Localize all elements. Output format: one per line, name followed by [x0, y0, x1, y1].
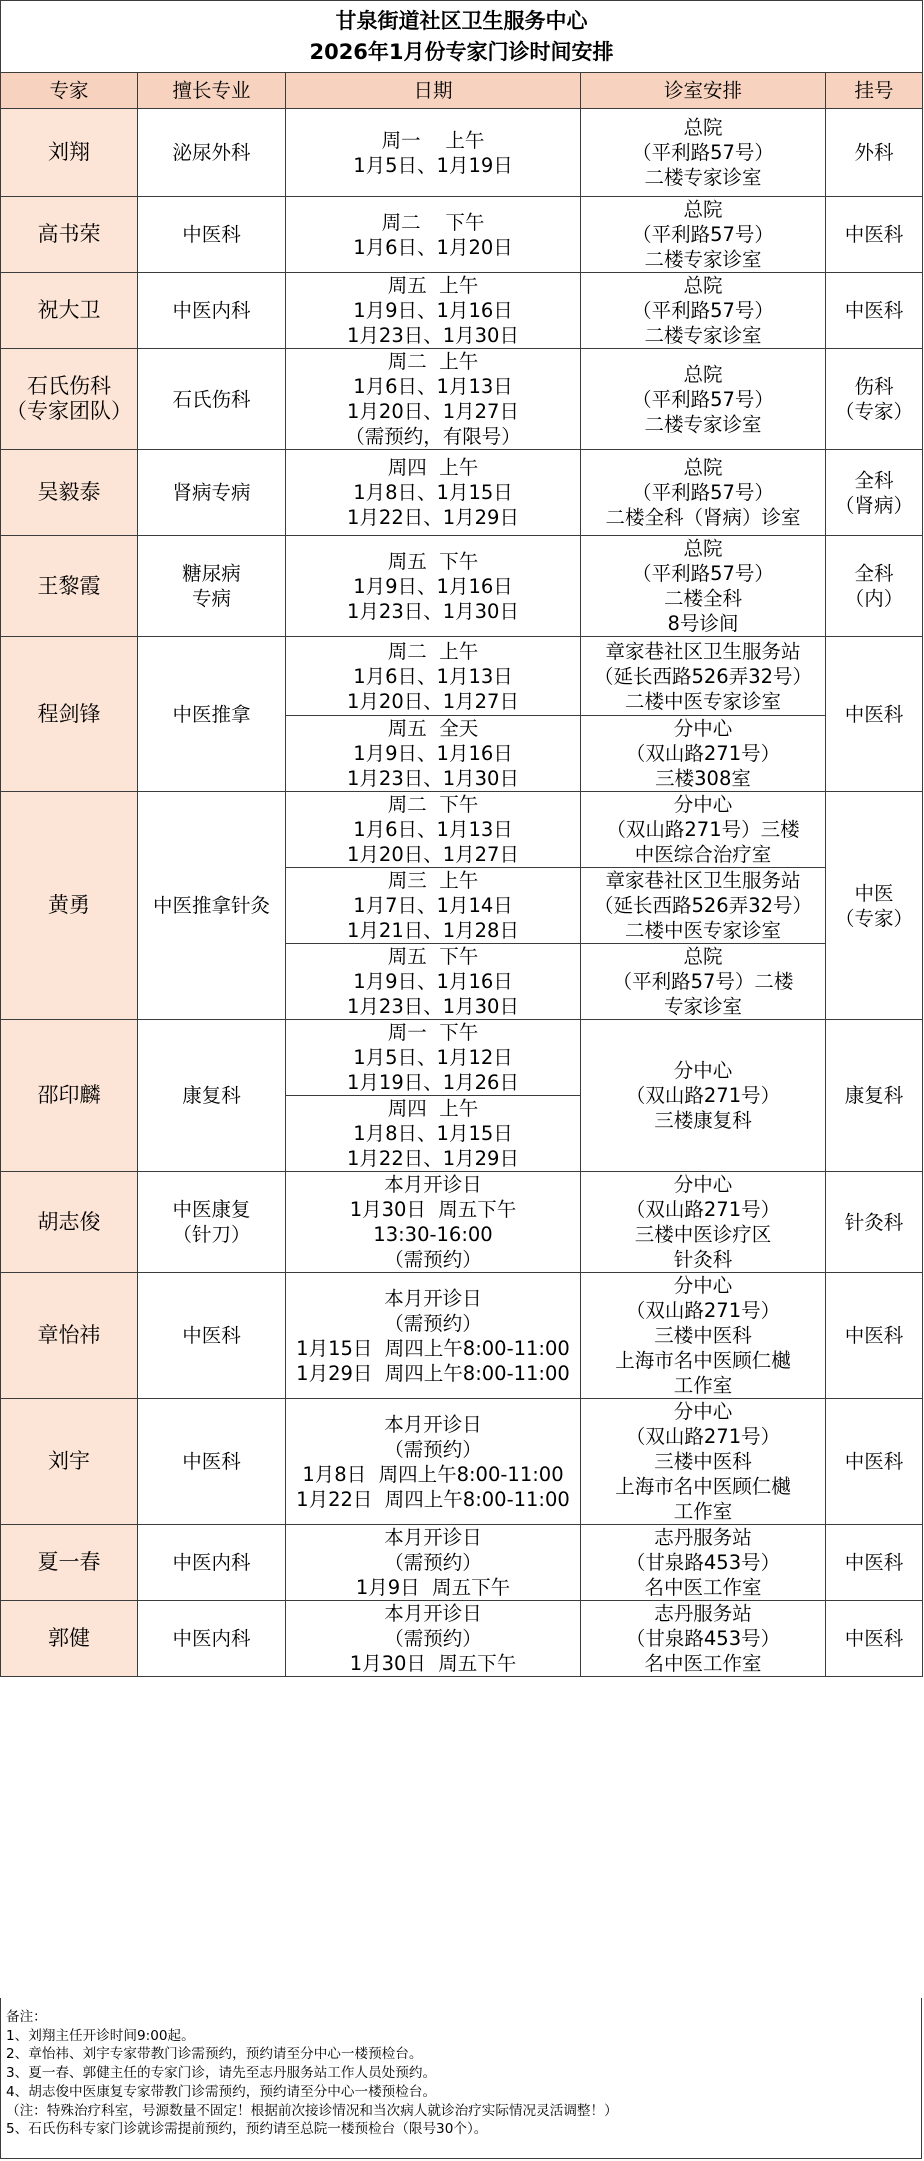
- clinic-date-line: 1月6日、1月20日: [353, 235, 513, 259]
- expert-name-line: 王黎霞: [37, 573, 101, 598]
- specialty-line: 中医内科: [172, 299, 251, 322]
- clinic-room: [581, 1273, 826, 1399]
- clinic-date-line: 周五 上午: [387, 274, 479, 297]
- clinic-room: [581, 450, 826, 536]
- expert-name: [1, 1399, 138, 1525]
- clinic-room: [581, 349, 826, 450]
- expert-name-line: 邵印麟: [37, 1083, 101, 1107]
- clinic-date: [286, 868, 581, 944]
- page-title: [1, 1, 923, 73]
- specialty: [138, 1601, 286, 1677]
- specialty-line: 石氏伤科: [172, 387, 251, 411]
- clinic-room: [581, 716, 826, 792]
- clinic-date: [286, 1273, 581, 1399]
- clinic-room-line: （平利路57号）: [632, 141, 774, 164]
- specialty-line: 糖尿病: [182, 562, 241, 585]
- clinic-room-line: （双山路271号）: [625, 1299, 781, 1322]
- registration-dept-line: 外科: [854, 141, 894, 164]
- clinic-date-line: 1月9日、1月16日: [353, 742, 513, 765]
- registration-dept-line: 全科: [854, 562, 894, 585]
- registration-dept: [826, 349, 923, 450]
- specialty-line: 专病: [191, 587, 231, 610]
- title-line: 甘泉街道社区卫生服务中心: [335, 8, 588, 33]
- clinic-date-line: 周三 上午: [387, 869, 479, 892]
- registration-dept: [826, 1172, 923, 1273]
- clinic-room-line: 二楼中医专家诊室: [624, 919, 781, 942]
- clinic-date-line: 1月21日、1月28日: [347, 919, 519, 942]
- clinic-date-line: 1月22日 周四上午8:00-11:00: [296, 1487, 570, 1511]
- clinic-room-line: 二楼专家诊室: [644, 324, 762, 347]
- clinic-room-line: 总院: [683, 198, 723, 221]
- clinic-room: [581, 1172, 826, 1273]
- table-row: [1, 197, 923, 273]
- table-row: [1, 1020, 923, 1096]
- clinic-room-line: 三楼308室: [655, 767, 751, 790]
- clinic-room-line: 二楼全科: [663, 587, 742, 610]
- clinic-room-line: （平利路57号）二楼: [612, 970, 794, 993]
- clinic-room: [581, 944, 826, 1020]
- table-row: [1, 1273, 923, 1399]
- title-line: 2026年1月份专家门诊时间安排: [309, 39, 614, 64]
- clinic-date-line: 1月20日、1月27日: [347, 843, 519, 866]
- clinic-room-line: 总院: [683, 537, 723, 560]
- clinic-date: [286, 450, 581, 536]
- notes-heading: 备注：: [6, 2009, 47, 2025]
- clinic-date: [286, 1172, 581, 1273]
- clinic-date-line: 1月19日、1月26日: [347, 1071, 519, 1094]
- clinic-room-line: 二楼专家诊室: [644, 166, 762, 189]
- specialty-line: 中医内科: [172, 1627, 251, 1650]
- clinic-date-line: 周二 下午: [387, 793, 479, 816]
- clinic-room-line: （平利路57号）: [632, 562, 774, 585]
- clinic-room-line: （延长西路526弄32号）: [593, 664, 813, 688]
- clinic-room-line: 分中心: [673, 793, 733, 816]
- clinic-room: [581, 868, 826, 944]
- specialty: [138, 536, 286, 637]
- registration-dept-line: （内）: [844, 587, 904, 610]
- clinic-room: [581, 536, 826, 637]
- clinic-date-line: 1月8日、1月15日: [353, 481, 513, 504]
- clinic-date-line: 1月5日、1月19日: [353, 153, 513, 177]
- registration-dept-line: 中医科: [844, 1324, 904, 1347]
- clinic-room-line: 总院: [683, 456, 723, 479]
- note-item: （注：特殊治疗科室，号源数量不固定！根据前次接诊情况和当次病人就诊治疗实际情况灵活调整！）: [6, 2102, 618, 2119]
- expert-name-line: 石氏伤科: [27, 374, 111, 398]
- registration-dept-line: 中医科: [844, 1627, 904, 1650]
- clinic-room-line: （延长西路526弄32号）: [593, 894, 813, 917]
- registration-dept: [826, 450, 923, 536]
- expert-name-line: （专家团队）: [6, 399, 132, 423]
- clinic-date-line: 周二 上午: [387, 639, 479, 663]
- clinic-room-line: 志丹服务站: [654, 1526, 752, 1549]
- registration-dept: [826, 1273, 923, 1399]
- clinic-date-line: 1月8日 周四上午8:00-11:00: [302, 1462, 564, 1486]
- clinic-date-line: 1月9日、1月16日: [353, 970, 513, 993]
- clinic-date-line: 1月23日、1月30日: [347, 599, 519, 623]
- clinic-room-line: （平利路57号）: [632, 223, 774, 246]
- clinic-room-line: 上海市名中医顾仁樾: [615, 1475, 791, 1498]
- table-row: [1, 109, 923, 197]
- registration-dept-line: （肾病）: [834, 493, 913, 517]
- registration-dept-line: 中医科: [844, 702, 904, 726]
- clinic-date-line: （需预约，有限号）: [345, 425, 521, 448]
- clinic-date: [286, 637, 581, 716]
- expert-name-line: 吴毅泰: [37, 480, 101, 504]
- header-row: [1, 73, 923, 109]
- specialty-line: 中医推拿针灸: [152, 894, 270, 917]
- expert-name-line: 高书荣: [37, 222, 101, 246]
- clinic-date-line: 1月15日 周四上午8:00-11:00: [296, 1336, 570, 1360]
- expert-name: [1, 197, 138, 273]
- clinic-date: [286, 1020, 581, 1096]
- specialty: [138, 109, 286, 197]
- clinic-date-line: 1月23日、1月30日: [347, 995, 519, 1018]
- table-row: [1, 349, 923, 450]
- specialty-line: 中医科: [182, 1450, 241, 1473]
- registration-dept-line: 全科: [854, 468, 894, 492]
- specialty: [138, 792, 286, 1020]
- clinic-date-line: 本月开诊日: [384, 1602, 482, 1625]
- clinic-room-line: 专家诊室: [663, 995, 742, 1018]
- clinic-date: [286, 536, 581, 637]
- col-header-date: 日期: [286, 73, 581, 109]
- specialty: [138, 273, 286, 349]
- registration-dept: [826, 792, 923, 1020]
- table-row: [1, 273, 923, 349]
- specialty: [138, 637, 286, 792]
- table-row: [1, 536, 923, 637]
- clinic-room: [581, 792, 826, 868]
- clinic-room-line: （平利路57号）: [632, 299, 774, 322]
- clinic-date-line: 1月9日、1月16日: [353, 299, 513, 322]
- note-item: 1、刘翔主任开诊时间9:00起。: [6, 2027, 195, 2044]
- clinic-date-line: 周二 下午: [381, 210, 485, 234]
- expert-name-line: 祝大卫: [37, 298, 101, 322]
- clinic-date-line: 1月6日、1月13日: [353, 375, 513, 398]
- clinic-date-line: （需预约）: [384, 1551, 482, 1574]
- registration-dept: [826, 1399, 923, 1525]
- expert-name: [1, 637, 138, 792]
- col-header-specialty: 擅长专业: [138, 73, 286, 109]
- col-header-registration: 挂号: [826, 73, 923, 109]
- clinic-room-line: 三楼中医诊疗区: [634, 1223, 772, 1246]
- registration-dept-line: 中医科: [844, 223, 904, 246]
- clinic-date-line: 1月22日、1月29日: [347, 506, 519, 529]
- clinic-room: [581, 1020, 826, 1172]
- clinic-date: [286, 349, 581, 450]
- expert-name: [1, 1020, 138, 1172]
- registration-dept: [826, 1020, 923, 1172]
- notes-block: [0, 1998, 922, 2159]
- clinic-date: [286, 1399, 581, 1525]
- expert-name: [1, 1525, 138, 1601]
- registration-dept: [826, 1525, 923, 1601]
- note-item: 3、夏一春、郭健主任的专家门诊，请先至志丹服务站工作人员处预约。: [6, 2065, 437, 2082]
- clinic-date-line: （需预约）: [384, 1311, 482, 1335]
- registration-dept: [826, 536, 923, 637]
- clinic-date-line: 周四 上午: [387, 456, 479, 479]
- clinic-room-line: 二楼全科（肾病）诊室: [605, 506, 801, 529]
- table-row: [1, 1601, 923, 1677]
- clinic-room-line: 总院: [683, 945, 723, 968]
- expert-name-line: 黄勇: [48, 893, 90, 917]
- clinic-room-line: 8号诊间: [667, 612, 739, 635]
- clinic-date-line: 1月22日、1月29日: [347, 1147, 519, 1170]
- expert-name-line: 胡志俊: [37, 1209, 101, 1234]
- clinic-date: [286, 944, 581, 1020]
- specialty: [138, 1273, 286, 1399]
- clinic-room-line: 分中心: [673, 1173, 733, 1196]
- clinic-date: [286, 273, 581, 349]
- table-row: [1, 637, 923, 716]
- col-header-expert: 专家: [1, 73, 138, 109]
- col-header-room: 诊室安排: [581, 73, 826, 109]
- clinic-date: [286, 716, 581, 792]
- clinic-room-line: 章家巷社区卫生服务站: [605, 639, 801, 663]
- clinic-room-line: 二楼中医专家诊室: [624, 689, 781, 713]
- clinic-room-line: 总院: [683, 116, 723, 139]
- expert-name-line: 郭健: [48, 1626, 90, 1650]
- clinic-room-line: 三楼中医科: [654, 1324, 752, 1347]
- clinic-room-line: （双山路271号）: [625, 1425, 781, 1448]
- registration-dept-line: （专家）: [834, 400, 913, 423]
- specialty-line: 中医科: [182, 1324, 241, 1347]
- registration-dept: [826, 637, 923, 792]
- note-item: 5、石氏伤科专家门诊就诊需提前预约，预约请至总院一楼预检台（限号30个）。: [6, 2121, 488, 2138]
- clinic-room-line: 分中心: [673, 1400, 733, 1423]
- clinic-room-line: （平利路57号）: [632, 481, 774, 504]
- clinic-room-line: 章家巷社区卫生服务站: [605, 869, 801, 892]
- expert-name: [1, 792, 138, 1020]
- clinic-date: [286, 1601, 581, 1677]
- specialty: [138, 349, 286, 450]
- clinic-date-line: 1月23日、1月30日: [347, 324, 519, 347]
- clinic-room-line: 总院: [683, 362, 723, 386]
- clinic-room-line: 二楼专家诊室: [644, 248, 762, 271]
- clinic-date-line: 1月23日、1月30日: [347, 767, 519, 790]
- expert-name: [1, 273, 138, 349]
- expert-name-line: 夏一春: [37, 1550, 101, 1574]
- specialty-line: 中医科: [182, 223, 241, 246]
- clinic-date-line: 1月20日、1月27日: [347, 689, 519, 713]
- clinic-date-line: （需预约）: [384, 1627, 482, 1650]
- table-row: [1, 1525, 923, 1601]
- clinic-date: [286, 109, 581, 197]
- clinic-date-line: 周四 上午: [387, 1097, 479, 1120]
- note-item: 2、章怡祎、刘宇专家带教门诊需预约，预约请至分中心一楼预检台。: [6, 2046, 423, 2063]
- clinic-date-line: 1月9日、1月16日: [353, 574, 513, 598]
- clinic-room-line: 分中心: [673, 1274, 733, 1297]
- clinic-room: [581, 109, 826, 197]
- specialty-line: （针刀）: [172, 1223, 251, 1246]
- clinic-date-line: 1月29日 周四上午8:00-11:00: [296, 1361, 570, 1385]
- clinic-date-line: 本月开诊日: [384, 1173, 482, 1196]
- expert-name: [1, 1273, 138, 1399]
- clinic-room-line: （双山路271号）: [625, 742, 781, 765]
- expert-name: [1, 349, 138, 450]
- registration-dept: [826, 109, 923, 197]
- clinic-room-line: 三楼中医科: [654, 1450, 752, 1473]
- clinic-room-line: 名中医工作室: [644, 1652, 762, 1675]
- registration-dept: [826, 1601, 923, 1677]
- table-row: [1, 792, 923, 868]
- registration-dept-line: （专家）: [834, 906, 913, 930]
- registration-dept: [826, 273, 923, 349]
- clinic-date: [286, 197, 581, 273]
- clinic-date-line: 1月6日、1月13日: [353, 664, 513, 688]
- clinic-room-line: 工作室: [673, 1374, 733, 1397]
- clinic-room: [581, 273, 826, 349]
- clinic-room: [581, 1601, 826, 1677]
- table-row: [1, 450, 923, 536]
- clinic-date-line: 周五 全天: [387, 717, 479, 740]
- registration-dept-line: 伤科: [854, 375, 894, 398]
- clinic-room-line: 二楼专家诊室: [644, 412, 762, 436]
- specialty-line: 康复科: [182, 1084, 241, 1107]
- clinic-date-line: 周一 下午: [387, 1021, 479, 1044]
- clinic-date: [286, 792, 581, 868]
- clinic-date-line: （需预约）: [384, 1437, 482, 1461]
- clinic-room-line: 志丹服务站: [654, 1602, 752, 1625]
- clinic-room: [581, 637, 826, 716]
- clinic-date-line: 1月20日、1月27日: [347, 400, 519, 423]
- clinic-room-line: 分中心: [673, 717, 733, 740]
- clinic-date-line: 周五 下午: [387, 549, 479, 573]
- table-row: [1, 1172, 923, 1273]
- expert-name: [1, 536, 138, 637]
- registration-dept-line: 康复科: [844, 1084, 904, 1107]
- clinic-room-line: （甘泉路453号）: [625, 1627, 781, 1650]
- clinic-room: [581, 197, 826, 273]
- expert-name-line: 程剑锋: [37, 701, 101, 726]
- expert-name-line: 刘翔: [48, 140, 90, 164]
- clinic-date: [286, 1525, 581, 1601]
- clinic-room-line: （平利路57号）: [632, 387, 774, 411]
- clinic-date-line: 1月7日、1月14日: [353, 894, 513, 917]
- clinic-date-line: 周五 下午: [387, 945, 479, 968]
- clinic-room-line: （双山路271号）: [625, 1084, 781, 1107]
- clinic-date-line: 1月9日 周五下午: [355, 1576, 511, 1599]
- clinic-room-line: 名中医工作室: [644, 1576, 762, 1599]
- clinic-room-line: 中医综合治疗室: [634, 843, 772, 866]
- specialty-line: 中医推拿: [172, 702, 251, 726]
- clinic-room-line: 上海市名中医顾仁樾: [615, 1349, 791, 1372]
- clinic-date-line: 13:30-16:00: [373, 1223, 493, 1246]
- expert-name: [1, 450, 138, 536]
- clinic-room-line: 工作室: [673, 1500, 733, 1523]
- clinic-room-line: 三楼康复科: [654, 1109, 752, 1132]
- clinic-date-line: 本月开诊日: [384, 1526, 482, 1549]
- expert-name: [1, 1601, 138, 1677]
- clinic-room-line: 针灸科: [673, 1248, 733, 1271]
- expert-name: [1, 1172, 138, 1273]
- note-item: 4、胡志俊中医康复专家带教门诊需预约，预约请至分中心一楼预检台。: [6, 2083, 437, 2100]
- registration-dept-line: 中医科: [844, 1551, 904, 1574]
- expert-name-line: 刘宇: [48, 1449, 90, 1473]
- clinic-room-line: 分中心: [673, 1059, 733, 1082]
- specialty-line: 肾病专病: [172, 481, 251, 504]
- clinic-date-line: 本月开诊日: [384, 1286, 482, 1310]
- expert-name: [1, 109, 138, 197]
- registration-dept-line: 中医科: [844, 1450, 904, 1473]
- clinic-date-line: 周二 上午: [387, 350, 479, 373]
- registration-dept: [826, 197, 923, 273]
- clinic-room-line: （双山路271号）: [625, 1198, 781, 1221]
- clinic-date-line: 1月5日、1月12日: [353, 1046, 513, 1069]
- clinic-date-line: 本月开诊日: [384, 1412, 482, 1436]
- clinic-date: [286, 1096, 581, 1172]
- specialty: [138, 450, 286, 536]
- clinic-room-line: （双山路271号）三楼: [606, 818, 800, 841]
- clinic-date-line: 1月30日 周五下午: [349, 1652, 517, 1675]
- clinic-room-line: （甘泉路453号）: [625, 1551, 781, 1574]
- clinic-date-line: （需预约）: [384, 1248, 482, 1271]
- registration-dept-line: 针灸科: [844, 1210, 904, 1234]
- clinic-date-line: 1月6日、1月13日: [353, 818, 513, 841]
- specialty: [138, 1020, 286, 1172]
- expert-name-line: 章怡祎: [37, 1323, 101, 1347]
- registration-dept-line: 中医: [854, 881, 894, 905]
- clinic-date-line: 周一 上午: [381, 128, 485, 152]
- clinic-room: [581, 1525, 826, 1601]
- specialty-line: 中医康复: [172, 1198, 251, 1221]
- clinic-room: [581, 1399, 826, 1525]
- specialty: [138, 1399, 286, 1525]
- table-row: [1, 1399, 923, 1525]
- clinic-date-line: 1月30日 周五下午: [349, 1198, 517, 1221]
- registration-dept-line: 中医科: [844, 299, 904, 322]
- specialty-line: 中医内科: [172, 1551, 251, 1574]
- clinic-room-line: 总院: [683, 274, 723, 297]
- specialty: [138, 197, 286, 273]
- clinic-date-line: 1月8日、1月15日: [353, 1122, 513, 1145]
- specialty-line: 泌尿外科: [172, 141, 251, 164]
- specialty: [138, 1172, 286, 1273]
- specialty: [138, 1525, 286, 1601]
